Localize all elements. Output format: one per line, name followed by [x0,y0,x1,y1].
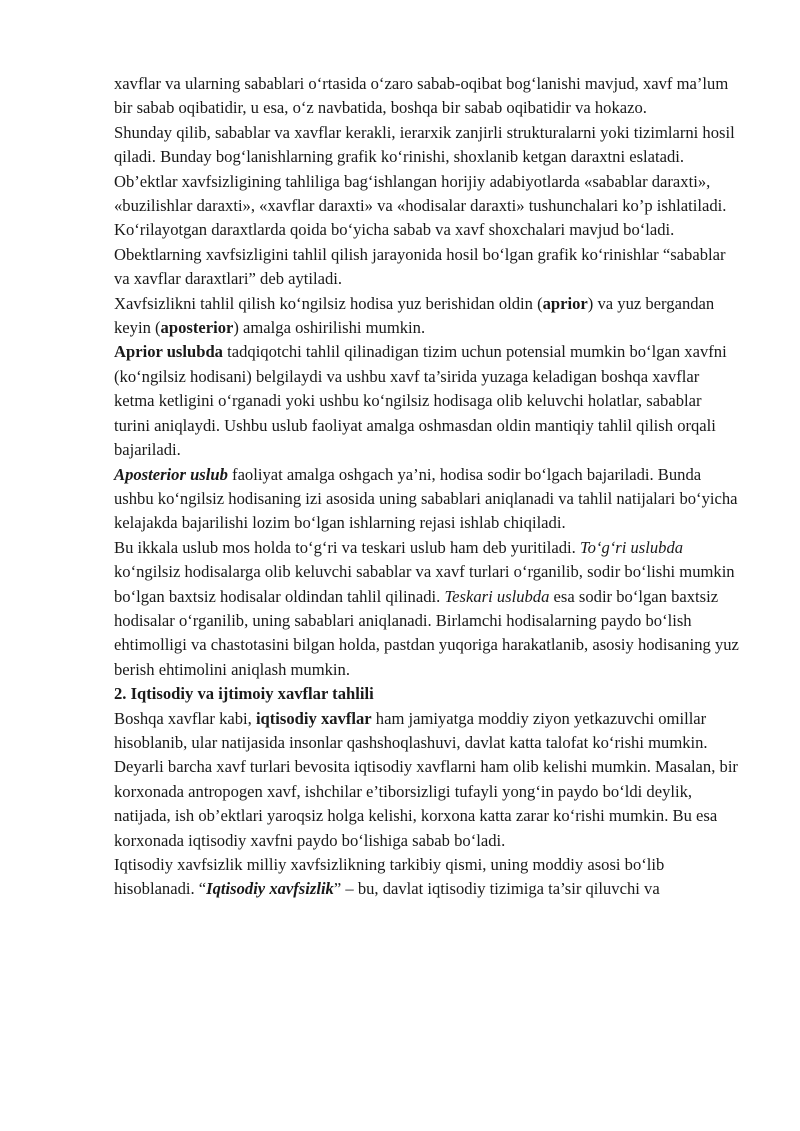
text: Bu ikkala uslub mos holda to‘g‘ri va teskari uslub ham deb yuritiladi. [114,537,580,557]
section-heading: 2. Iqtisodiy va ijtimoiy xavflar tahlili [114,684,374,704]
paragraph-6 [114,536,740,682]
text: Iqtisodiy xavfsizlik milliy xavfsizlikning tarkibiy qismi, uning moddiy asosi bo‘lib hisoblanadi. “ [114,855,665,899]
text: ham jamiyatga moddiy ziyon yetkazuvchi omillar hisoblanib, ular natijasida insonlar qashshoqlashuvi, davlat katta talofat ko‘rishi mumkin. Deyarli barcha xavf turlari bevosita iqtisodiy xavflarni ham olib kelishi mumkin. Masalan, bir korxonada antropogen xavf, ishchilar e’tiborsizligi tufayli yong‘in paydo bo‘ldi deylik, natijada, ish ob’ektlari yaroqsiz holga kelishi, korxona katta zarar ko‘rishi mumkin. Bu esa korxonada iqtisodiy xavfni paydo bo‘lishiga sabab bo‘ladi. [114,708,738,850]
term-aprior: aprior [542,293,588,313]
paragraph-3 [114,292,740,341]
paragraph-7 [114,707,740,853]
text: tadqiqotchi tahlil qilinadigan tizim uchun potensial mumkin bo‘lgan xavfni (ko‘ngilsiz hodisani) belgilaydi va ushbu xavf ta’sirida yuzaga keladigan boshqa xavflar ketma ketligini o‘rganadi yoki ushbu ko‘ngilsiz hodisaga olib keluvchi holatlar, sabablar turini aniqlaydi. Ushbu uslub faoliyat amalga oshmasdan oldin mantiqiy tahlil qilish orqali bajariladi. [114,342,727,460]
term-togri-uslubda: To‘g‘ri uslubda [579,537,684,557]
paragraph-4 [114,340,740,462]
paragraph-2: Shunday qilib, sabablar va xavflar kerakli, ierarxik zanjirli strukturalarni yoki tizimlarni hosil qiladi. Bunday bog‘lanishlarning grafik ko‘rinishi, shoxlanib ketgan daraxtni eslatadi. Ob’ektlar xavfsizligining tahliliga bag‘ishlangan horijiy adabiyotlarda «sabablar daraxti», «buzilishlar daraxti», «xavflar daraxti» va «hodisalar daraxti» tushunchalari ko’p ishlatiladi. Ko‘rilayotgan daraxtlarda qoida bo‘yicha sabab va xavf shoxchalari mavjud bo‘ladi. Obektlarning xavfsizligini tahlil qilish jarayonida hosil bo‘lgan grafik ko‘rinishlar “sabablar va xavflar daraxtlari” deb aytiladi. [114,122,735,289]
text: faoliyat amalga oshgach ya’ni, hodisa sodir bo‘lgach bajariladi. Bunda ushbu ko‘ngilsiz hodisaning izi asosida uning sabablari aniqlanadi va tahlil natijalari bo‘yicha kelajakda bajarilishi lozim bo‘lgan ishlarning rejasi ishlab chiqiladi. [114,464,738,533]
text: ” – bu, davlat iqtisodiy tizimiga ta’sir qiluvchi va [333,879,660,899]
term-aprior-uslubda: Aprior uslubda [114,342,223,362]
text: Xavfsizlikni tahlil qilish ko‘ngilsiz hodisa yuz berishidan oldin ( [114,293,543,313]
paragraph-5 [114,463,740,536]
text: ko‘ngilsiz hodisalarga olib keluvchi sabablar va xavf turlari o‘rganilib, sodir bo‘lishi mumkin bo‘lgan baxtsiz hodisalar oldindan tahlil qilinadi. [114,562,735,606]
term-iqtisodiy-xavflar: iqtisodiy xavflar [255,708,372,728]
text: Boshqa xavflar kabi, [114,708,256,728]
text: ) va yuz bergandan keyin ( [114,293,715,338]
term-teskari-uslubda: Teskari uslubda [444,586,550,606]
text: esa sodir bo‘lgan baxtsiz hodisalar o‘rganilib, uning sabablari aniqlanadi. Birlamchi hodisalarning paydo bo‘lish ehtimolligi va chastotasini bilgan holda, pastdan yuqoriga harakatlanib, asosiy hodisaning yuz berish ehtimolini aniqlash mumkin. [114,586,739,679]
term-iqtisodiy-xavfsizlik: Iqtisodiy xavfsizlik [206,879,334,899]
paragraph-1: xavflar va ularning sabablari o‘rtasida o‘zaro sabab-oqibat bog‘lanishi mavjud, xavf ma’lum bir sabab oqibatidir, u esa, o‘z navbatida, boshqa bir sabab oqibatidir va hokazo. [114,74,729,118]
paragraph-8 [114,853,740,902]
term-aposterior: aposterior [160,318,234,338]
term-aposterior-uslub: Aposterior uslub [114,464,228,484]
text: ) amalga oshirilishi mumkin. [233,318,426,338]
